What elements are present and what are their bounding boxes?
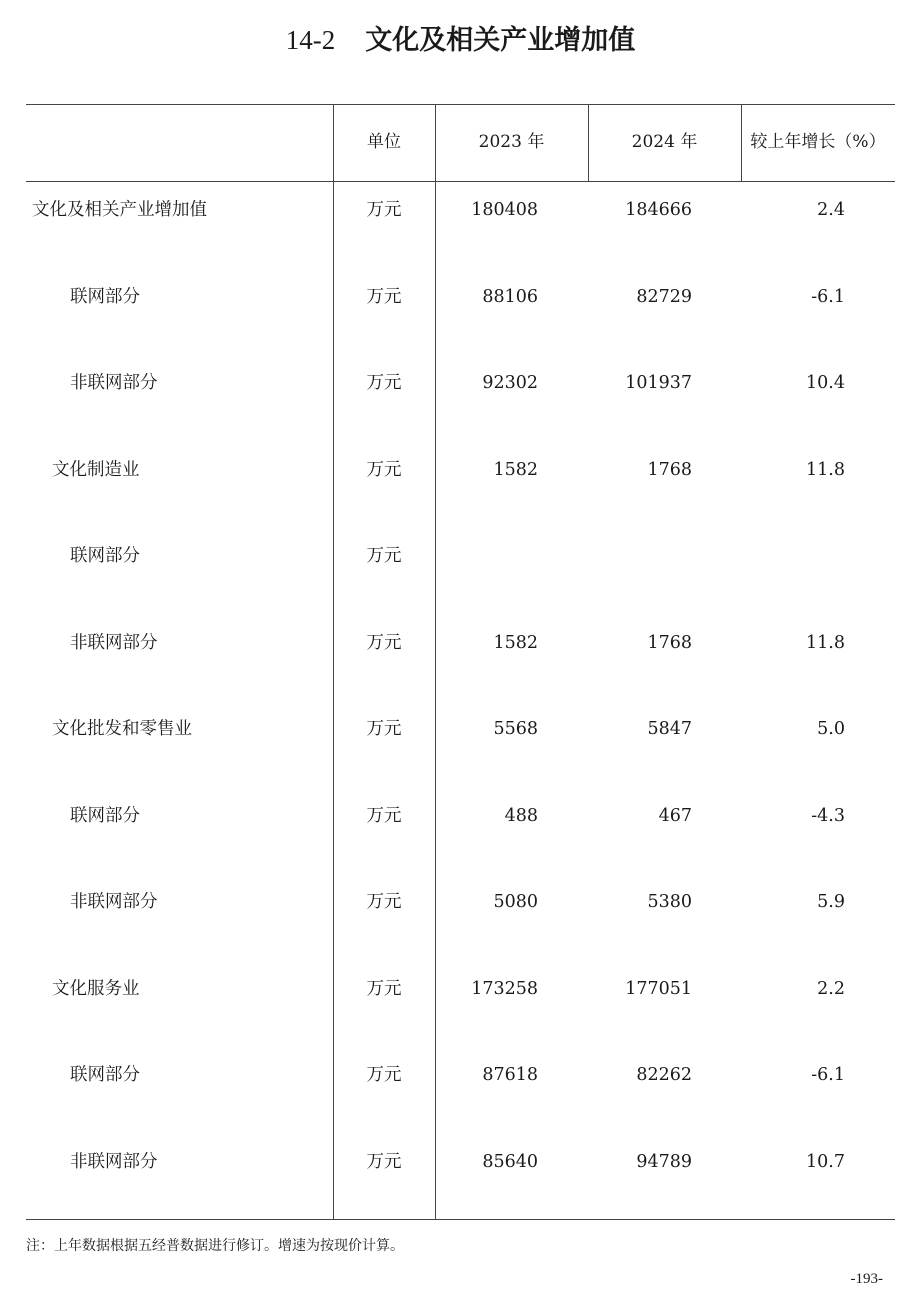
growth-rate: 5.9 (817, 892, 845, 912)
table-row (0, 257, 921, 343)
page-title (0, 20, 921, 61)
value-2024: 94789 (636, 1151, 692, 1172)
row-unit: 万元 (366, 200, 402, 220)
row-label: 文化及相关产业增加值 (32, 200, 207, 220)
table-bottom-rule (26, 1219, 895, 1220)
row-unit: 万元 (366, 546, 402, 566)
value-2024: 184666 (625, 200, 692, 220)
row-unit: 万元 (366, 892, 402, 912)
growth-rate: 11.8 (806, 459, 845, 480)
value-2024: 82262 (636, 1065, 692, 1085)
value-2024: 101937 (625, 373, 692, 393)
value-2024: 1768 (647, 459, 692, 480)
footnote: 注：上年数据根据五经普数据进行修订。增速为按现价计算。 (26, 1238, 404, 1254)
row-unit: 万元 (366, 978, 402, 999)
value-2024: 1768 (647, 632, 692, 653)
value-2023: 92302 (482, 373, 538, 393)
value-2023: 88106 (482, 286, 538, 307)
row-label: 非联网部分 (70, 892, 158, 912)
value-2023: 87618 (482, 1065, 538, 1085)
table-number: 14-2 (285, 25, 336, 55)
growth-rate: -4.3 (811, 805, 845, 826)
row-label: 非联网部分 (70, 1151, 158, 1172)
value-2024: 467 (658, 805, 692, 826)
row-unit: 万元 (366, 632, 402, 653)
table-row (0, 343, 921, 429)
table-row (0, 516, 921, 602)
row-label: 非联网部分 (70, 632, 158, 653)
header-unit: 单位 (367, 132, 401, 152)
row-label: 文化服务业 (52, 978, 140, 999)
row-label: 联网部分 (70, 286, 140, 307)
row-label: 文化批发和零售业 (52, 719, 192, 739)
table-row (0, 1035, 921, 1121)
value-2024: 82729 (636, 286, 692, 307)
value-2023: 5568 (493, 719, 538, 739)
growth-rate: -6.1 (811, 286, 845, 307)
value-2024: 177051 (625, 978, 692, 999)
table-title: 文化及相关产业增加值 (365, 25, 636, 56)
growth-rate: -6.1 (811, 1065, 845, 1085)
table-row (0, 430, 921, 516)
row-unit: 万元 (366, 286, 402, 307)
row-label: 文化制造业 (52, 459, 140, 480)
table-row (0, 949, 921, 1035)
row-unit: 万元 (366, 1065, 402, 1085)
growth-rate: 11.8 (806, 632, 845, 653)
row-unit: 万元 (366, 805, 402, 826)
value-2023: 180408 (471, 200, 538, 220)
row-unit: 万元 (366, 1151, 402, 1172)
table-row (0, 689, 921, 775)
growth-rate: 5.0 (817, 719, 845, 739)
row-unit: 万元 (366, 373, 402, 393)
row-label: 联网部分 (70, 1065, 140, 1085)
table-row (0, 1122, 921, 1208)
value-2023: 1582 (493, 632, 538, 653)
table-row (0, 862, 921, 948)
table-row (0, 170, 921, 256)
header-2023: 2023 年 (478, 132, 545, 152)
value-2023: 1582 (493, 459, 538, 480)
value-2023: 488 (504, 805, 538, 826)
value-2024: 5380 (647, 892, 692, 912)
row-label: 联网部分 (70, 546, 140, 566)
header-growth: 较上年增长（%） (750, 132, 886, 152)
row-label: 联网部分 (70, 805, 140, 826)
value-2023: 85640 (482, 1151, 538, 1172)
growth-rate: 2.4 (817, 200, 845, 220)
value-2024: 5847 (647, 719, 692, 739)
row-unit: 万元 (366, 719, 402, 739)
value-2023: 5080 (493, 892, 538, 912)
growth-rate: 10.4 (806, 373, 845, 393)
value-2023: 173258 (471, 978, 538, 999)
header-2024: 2024 年 (631, 132, 698, 152)
row-label: 非联网部分 (70, 373, 158, 393)
table-row (0, 603, 921, 689)
growth-rate: 2.2 (817, 978, 845, 999)
row-unit: 万元 (366, 459, 402, 480)
table-row (0, 776, 921, 862)
page-number: -193- (850, 1271, 883, 1287)
growth-rate: 10.7 (806, 1151, 845, 1172)
